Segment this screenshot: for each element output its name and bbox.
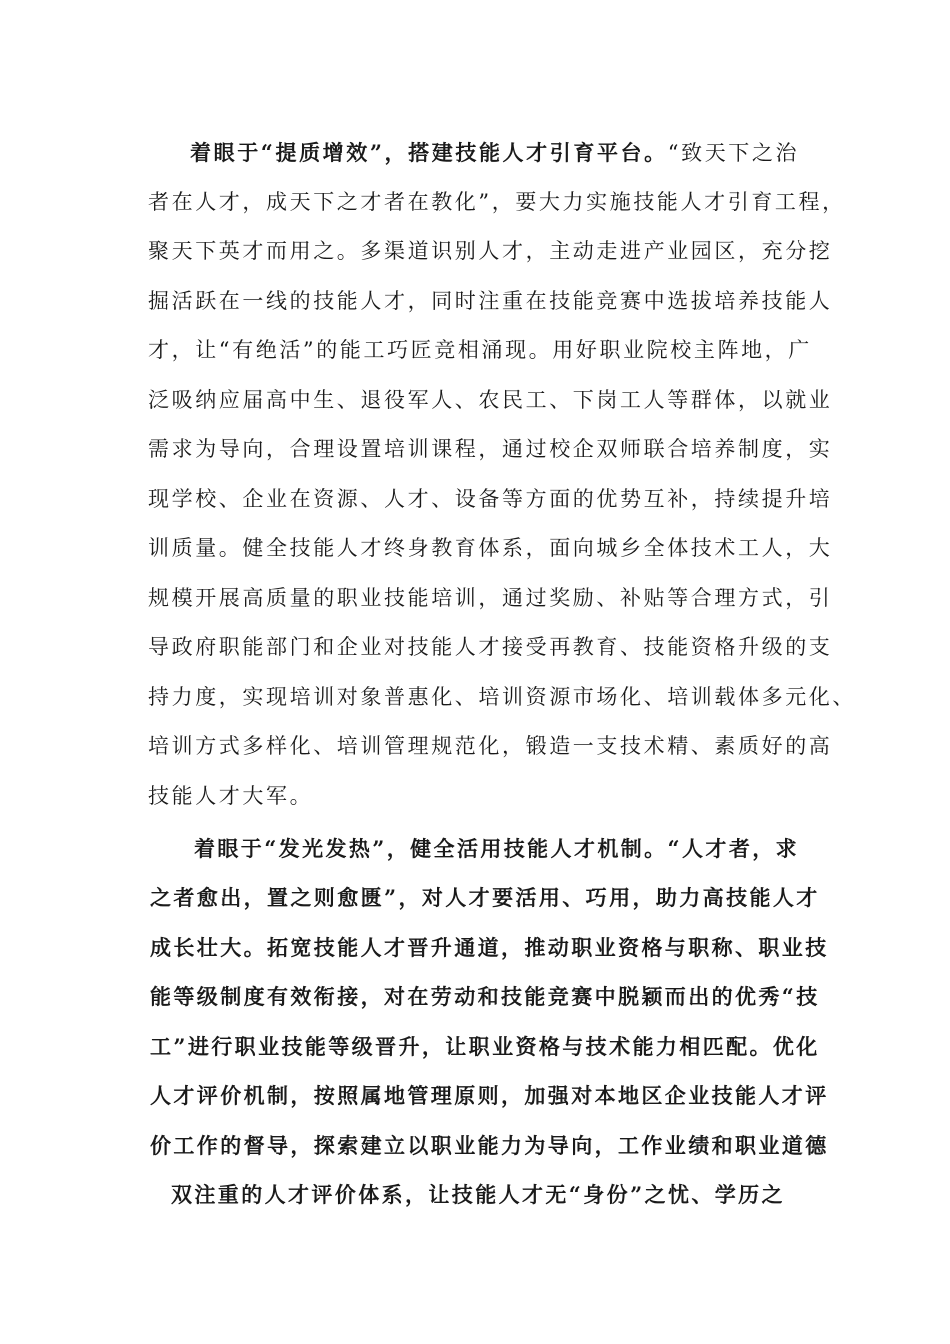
- paragraph-line: 导政府职能部门和企业对技能人才接受再教育、技能资格升级的支: [148, 635, 833, 659]
- paragraph-line: 价工作的督导，探索建立以职业能力为导向，工作业绩和职业道德: [150, 1133, 829, 1158]
- paragraph-line: 之者愈出，置之则愈匮”，对人才要活用、巧用，助力高技能人才: [150, 885, 820, 910]
- paragraph-line: 持力度，实现培训对象普惠化、培训资源市场化、培训载体多元化、: [148, 685, 856, 709]
- paragraph-line: 才，让“有绝活”的能工巧匠竞相涌现。用好职业院校主阵地，广: [148, 338, 812, 362]
- paragraph-line: 现学校、企业在资源、人才、设备等方面的优势互补，持续提升培: [148, 487, 833, 511]
- paragraph-line: 泛吸纳应届高中生、退役军人、农民工、下岗工人等群体，以就业: [148, 388, 833, 412]
- paragraph-line: 能等级制度有效衔接，对在劳动和技能竞赛中脱颖而出的优秀“技: [150, 984, 820, 1009]
- paragraph-line: 者在人才，成天下之才者在教化”，要大力实施技能人才引育工程，: [148, 190, 846, 214]
- paragraph-line: [190, 138, 799, 168]
- paragraph-line: 着眼于“发光发热”，健全活用技能人才机制。“人才者，求: [194, 836, 800, 861]
- paragraph-line: 需求为导向，合理设置培训课程，通过校企双师联合培养制度，实: [148, 437, 833, 461]
- paragraph-line: 掘活跃在一线的技能人才，同时注重在技能竞赛中选拔培养技能人: [148, 289, 833, 313]
- paragraph-line: 规模开展高质量的职业技能培训，通过奖励、补贴等合理方式，引: [148, 586, 833, 610]
- paragraph-line: 训质量。健全技能人才终身教育体系，面向城乡全体技术工人，大: [148, 536, 833, 560]
- paragraph-lead-heading: 着眼于“提质增效”，搭建技能人才引育平台。: [190, 140, 668, 165]
- paragraph-line: 聚天下英才而用之。多渠道识别人才，主动走进产业园区，充分挖: [148, 239, 833, 263]
- paragraph-line-text: “致天下之治: [667, 141, 800, 165]
- paragraph-line: 人才评价机制，按照属地管理原则，加强对本地区企业技能人才评: [150, 1083, 829, 1108]
- paragraph-line: 技能人才大军。: [148, 784, 314, 808]
- paragraph-line: 双注重的人才评价体系，让技能人才无“身份”之忧、学历之: [171, 1182, 785, 1207]
- paragraph-line: 成长壮大。拓宽技能人才晋升通道，推动职业资格与职称、职业技: [150, 935, 829, 960]
- paragraph-line: 培训方式多样化、培训管理规范化，锻造一支技术精、素质好的高: [148, 734, 833, 758]
- paragraph-line: 工”进行职业技能等级晋升，让职业资格与技术能力相匹配。优化: [150, 1034, 820, 1059]
